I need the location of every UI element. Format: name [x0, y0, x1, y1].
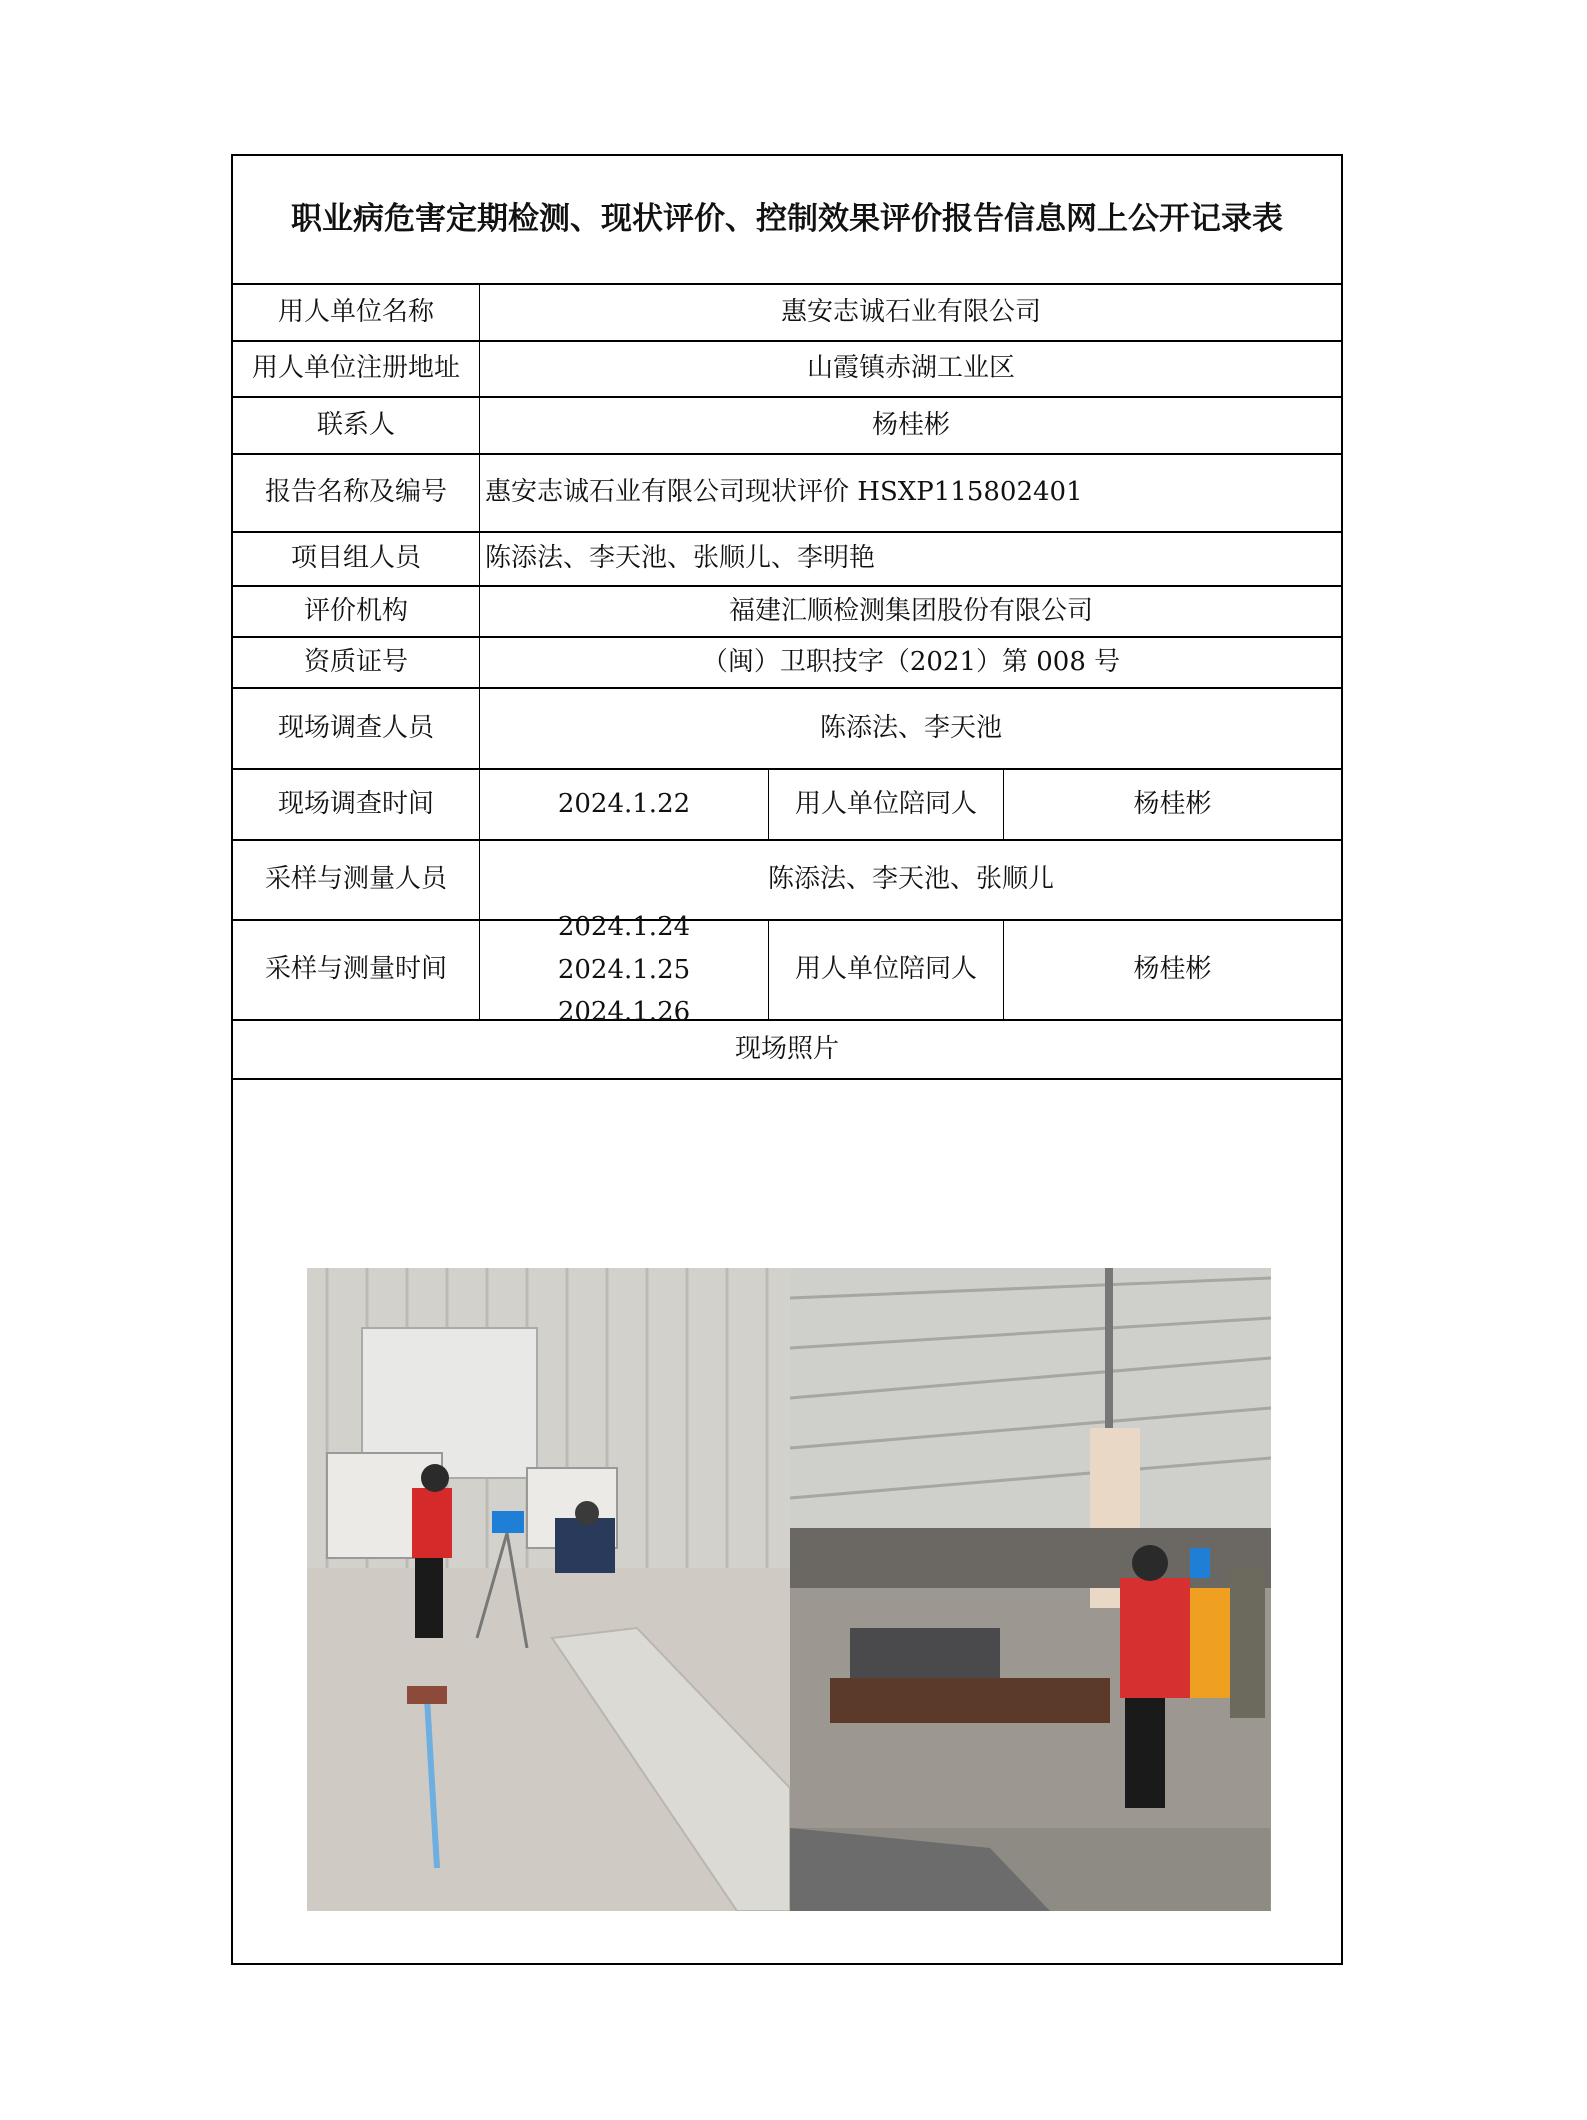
page-title: 职业病危害定期检测、现状评价、控制效果评价报告信息网上公开记录表 — [291, 200, 1283, 237]
sampling-staff-value: 陈添法、李天池、张顺儿 — [767, 864, 1054, 895]
contact-value: 杨桂彬 — [871, 409, 950, 440]
survey-escort-label: 用人单位陪同人 — [794, 788, 977, 819]
employer-name-label: 用人单位名称 — [277, 296, 434, 327]
sampling-date: 2024.1.25 — [557, 954, 691, 985]
record-table — [231, 154, 1343, 1965]
agency-value: 福建汇顺检测集团股份有限公司 — [728, 595, 1093, 626]
sampling-staff-label: 采样与测量人员 — [264, 864, 447, 895]
project-team-label: 项目组人员 — [290, 543, 421, 574]
survey-time-label: 现场调查时间 — [277, 788, 434, 819]
agency-label: 评价机构 — [303, 595, 408, 626]
contact-label: 联系人 — [316, 409, 395, 440]
report-name-value: 惠安志诚石业有限公司现状评价 HSXP115802401 — [485, 477, 1083, 508]
project-team-value: 陈添法、李天池、张顺儿、李明艳 — [485, 543, 876, 574]
survey-escort-value: 杨桂彬 — [1133, 788, 1212, 819]
sampling-date: 2024.1.26 — [557, 997, 691, 1028]
photos-header: 现场照片 — [734, 1033, 839, 1064]
report-name-label: 报告名称及编号 — [264, 477, 447, 508]
sampling-escort-value: 杨桂彬 — [1133, 954, 1212, 985]
survey-time-value: 2024.1.22 — [557, 788, 691, 819]
sampling-dates — [480, 911, 768, 1028]
employer-name-value: 惠安志诚石业有限公司 — [780, 296, 1041, 327]
site-photo-left — [307, 1268, 790, 1911]
employer-address-value: 山霞镇赤湖工业区 — [806, 353, 1015, 384]
sampling-escort-label: 用人单位陪同人 — [794, 954, 977, 985]
employer-address-label: 用人单位注册地址 — [251, 353, 460, 384]
survey-staff-label: 现场调查人员 — [277, 712, 434, 743]
qualification-value: （闽）卫职技字（2021）第 008 号 — [701, 646, 1121, 677]
sampling-time-label: 采样与测量时间 — [264, 954, 447, 985]
site-photo-right — [790, 1268, 1271, 1911]
qualification-label: 资质证号 — [303, 646, 408, 677]
sampling-date: 2024.1.24 — [557, 911, 691, 942]
survey-staff-value: 陈添法、李天池 — [819, 712, 1002, 743]
